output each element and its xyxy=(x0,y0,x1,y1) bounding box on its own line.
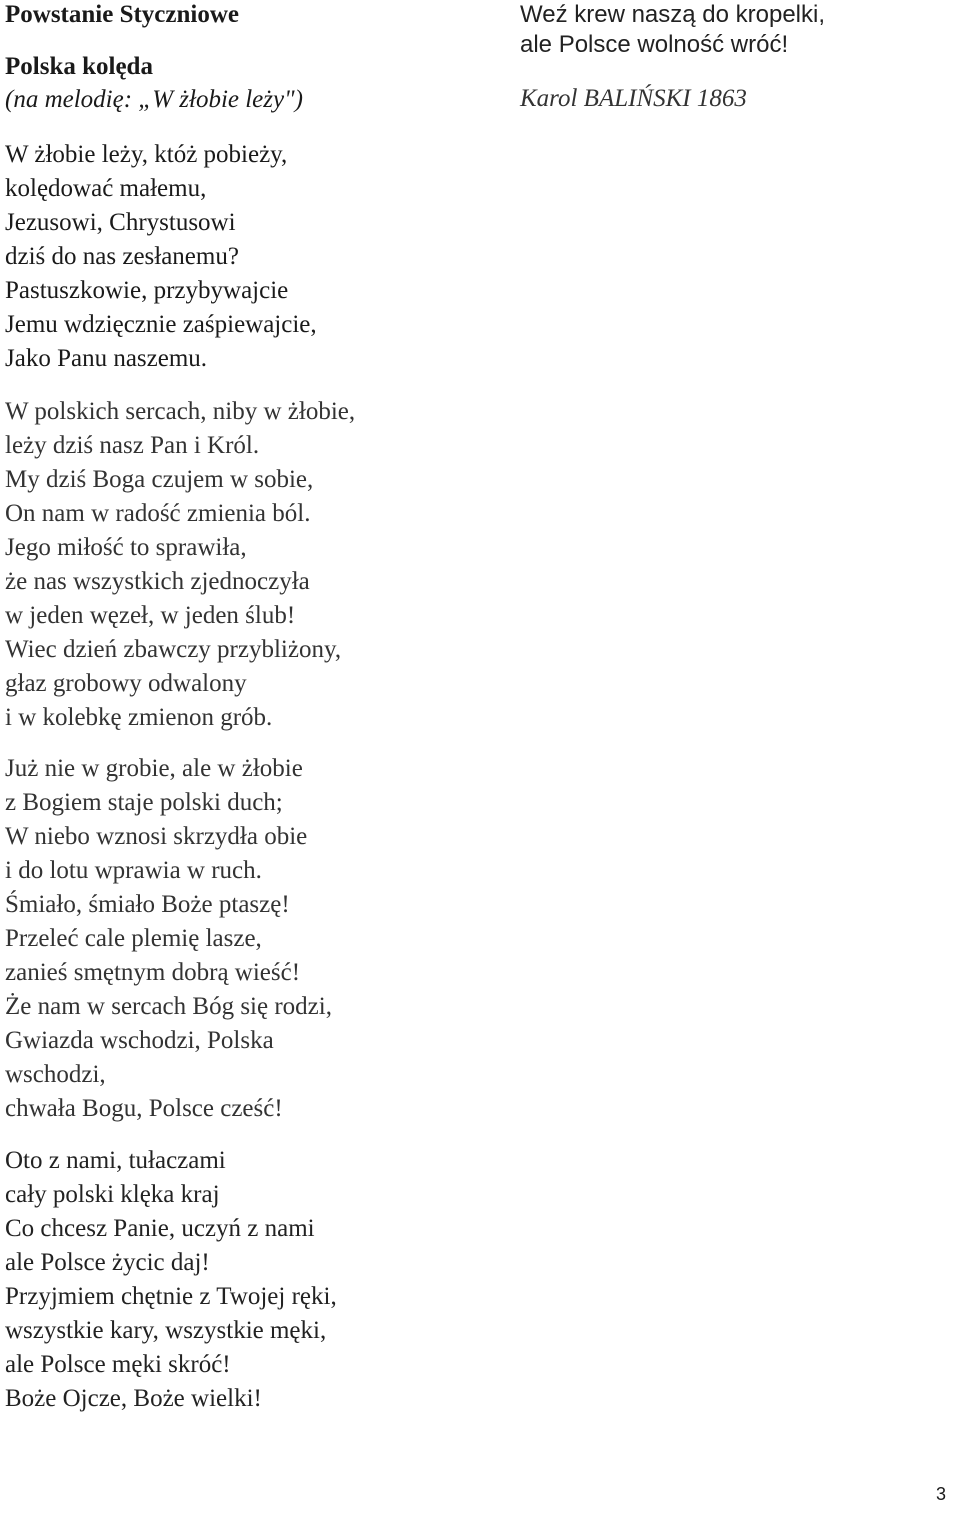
poem-line: w jeden węzeł, w jeden ślub! xyxy=(5,602,296,629)
poem-line: Jezusowi, Chrystusowi xyxy=(5,209,236,236)
poem-line: kolędować małemu, xyxy=(5,175,207,202)
poem-line: Przeleć cale plemię lasze, xyxy=(5,925,262,952)
poem-line: On nam w radość zmienia ból. xyxy=(5,500,311,527)
poem-line: Jako Panu naszemu. xyxy=(5,345,208,372)
poem-line: głaz grobowy odwalony xyxy=(5,670,247,697)
stanza-continuation xyxy=(520,0,825,60)
poem-line: Przyjmiem chętnie z Twojej ręki, xyxy=(5,1283,337,1310)
poem-line: My dziś Boga czujem w sobie, xyxy=(5,466,314,493)
stanza-4 xyxy=(5,1144,337,1416)
poem-line: Że nam w sercach Bóg się rodzi, xyxy=(5,993,332,1020)
poem-line: wszystkie kary, wszystkie męki, xyxy=(5,1317,327,1344)
poem-line: dziś do nas zesłanemu? xyxy=(5,243,239,270)
poem-line: Oto z nami, tułaczami xyxy=(5,1147,226,1174)
poem-line: Jego miłość to sprawiła, xyxy=(5,534,247,561)
poem-line: Śmiało, śmiało Boże ptaszę! xyxy=(5,891,290,918)
poem-line: Co chcesz Panie, uczyń z nami xyxy=(5,1215,315,1242)
poem-line: zanieś smętnym dobrą wieść! xyxy=(5,959,301,986)
poem-line: Boże Ojcze, Boże wielki! xyxy=(5,1385,262,1412)
author-signature: Karol BALIŃSKI 1863 xyxy=(520,85,747,112)
poem-line: W żłobie leży, któż pobieży, xyxy=(5,141,288,168)
poem-line: Już nie w grobie, ale w żłobie xyxy=(5,755,303,782)
poem-line: W polskich sercach, niby w żłobie, xyxy=(5,398,356,425)
poem-line: z Bogiem staje polski duch; xyxy=(5,789,283,816)
stanza-2 xyxy=(5,395,355,735)
poem-line: ale Polsce wolność wróć! xyxy=(520,31,789,58)
poem-line: ale Polsce męki skróć! xyxy=(5,1351,231,1378)
poem-line: Weź krew naszą do kropelki, xyxy=(520,1,826,28)
poem-line: W niebo wznosi skrzydła obie xyxy=(5,823,308,850)
poem-line: Jemu wdzięcznie zaśpiewajcie, xyxy=(5,311,317,338)
poem-line: Wiec dzień zbawczy przybliżony, xyxy=(5,636,342,663)
poem-line: Pastuszkowie, przybywajcie xyxy=(5,277,289,304)
poem-line: leży dziś nasz Pan i Król. xyxy=(5,432,260,459)
poem-line: i do lotu wprawia w ruch. xyxy=(5,857,262,884)
poem-line: i w kolebkę zmienon grób. xyxy=(5,704,273,731)
stanza-3 xyxy=(5,752,332,1126)
poem-line: cały polski klęka kraj xyxy=(5,1181,220,1208)
melody-note: (na melodię: „W żłobie leży") xyxy=(5,86,303,113)
poem-line: ale Polsce życic daj! xyxy=(5,1249,210,1276)
poem-line: chwała Bogu, Polsce cześć! xyxy=(5,1095,283,1122)
stanza-1 xyxy=(5,138,317,376)
page-number: 3 xyxy=(935,1484,946,1504)
section-title: Powstanie Styczniowe xyxy=(5,1,239,28)
poem-title: Polska kolęda xyxy=(5,53,153,80)
poem-line: że nas wszystkich zjednoczyła xyxy=(5,568,310,595)
poem-line: Gwiazda wschodzi, Polska xyxy=(5,1027,274,1054)
poem-line: wschodzi, xyxy=(5,1061,106,1088)
